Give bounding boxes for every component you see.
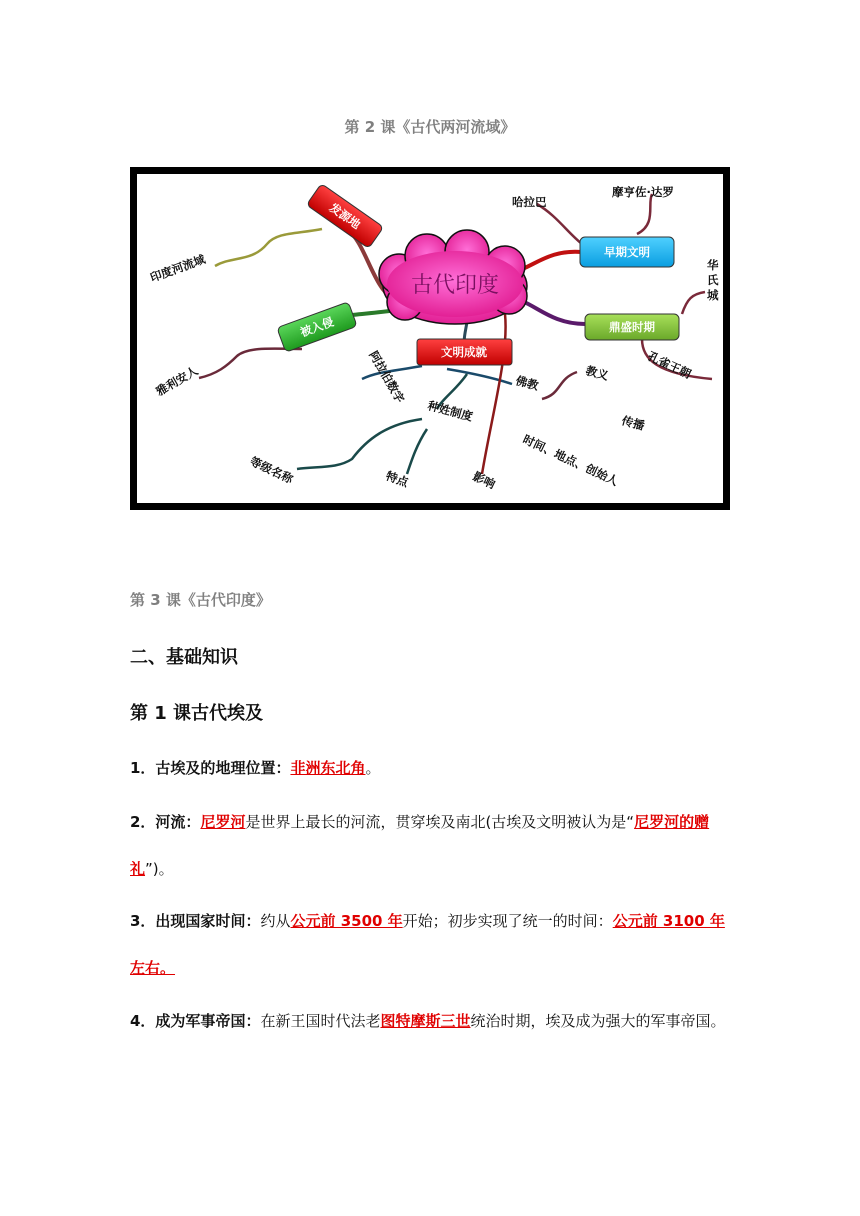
item-4-answer: 图特摩斯三世 <box>380 1012 471 1030</box>
item-1-tail: 。 <box>365 759 381 777</box>
leaf-harappa: 哈拉巴 <box>512 195 547 209</box>
branch-achievement <box>417 339 512 365</box>
leaf-spread: 传播 <box>620 413 647 433</box>
mind-map-canvas <box>137 174 723 503</box>
mind-map-figure <box>130 167 730 510</box>
center-label: 古代印度 <box>410 273 500 298</box>
leaf-arabic: 阿拉伯数字 <box>366 348 408 406</box>
leaf-features: 特点 <box>383 468 411 490</box>
item-3-answer: 公元前 3500 年 <box>290 912 403 930</box>
item-4-label: 4．成为军事帝国： <box>130 1012 261 1030</box>
branch-origin <box>306 184 383 249</box>
leaf-aryans: 雅利安人 <box>153 363 201 399</box>
section-heading: 二、基础知识 <box>130 647 238 668</box>
item-3-label: 3．出现国家时间： <box>130 912 261 930</box>
svg-text:文明成就: 文明成就 <box>441 345 487 359</box>
line-influence <box>482 314 506 474</box>
svg-text:被入侵: 被入侵 <box>298 314 336 340</box>
item-2-label: 2．河流： <box>130 813 201 831</box>
svg-text:发源地: 发源地 <box>326 200 364 232</box>
item-2-tail: ”)。 <box>145 860 174 878</box>
item-2 <box>130 799 730 893</box>
branch-invasion <box>277 302 357 352</box>
line-huashi <box>682 292 705 314</box>
leaf-buddhism: 佛教 <box>514 373 541 393</box>
item-1 <box>130 745 730 792</box>
item-3-pre: 约从 <box>260 912 291 930</box>
leaf-huashi <box>707 258 723 302</box>
branch-peak <box>585 314 679 340</box>
figure-caption-lesson2: 第 2 课《古代两河流域》 <box>344 118 516 136</box>
svg-text:早期文明: 早期文明 <box>604 245 650 259</box>
item-3 <box>130 898 730 992</box>
item-2-mid: 是世界上最长的河流，贯穿埃及南北(古埃及文明被认为是“ <box>245 813 635 831</box>
leaf-huashi-char-2: 氏 <box>707 273 719 287</box>
line-ranks <box>297 419 422 469</box>
item-4 <box>130 998 730 1045</box>
leaf-huashi-char-1: 华 <box>707 258 719 272</box>
item-3-mid: 开始；初步实现了统一的时间： <box>402 912 613 930</box>
svg-text:鼎盛时期: 鼎盛时期 <box>609 320 655 334</box>
line-harappa <box>537 204 582 244</box>
center-cloud <box>379 230 527 324</box>
leaf-huashi-char-3: 城 <box>707 288 719 302</box>
line-mohenjo <box>637 194 652 234</box>
leaf-indus: 印度河流域 <box>148 251 208 285</box>
figure-caption-lesson3: 第 3 课《古代印度》 <box>130 591 271 609</box>
leaf-mohenjo: 摩亨佐·达罗 <box>612 185 674 199</box>
leaf-doctrine: 教义 <box>584 363 611 383</box>
item-4-tail: 统治时期，埃及成为强大的军事帝国。 <box>470 1012 726 1030</box>
item-1-label: 1．古埃及的地理位置： <box>130 759 291 777</box>
leaf-influence: 影响 <box>470 469 498 492</box>
item-2-answer: 尼罗河 <box>200 813 246 831</box>
lesson-heading: 第 1 课古代埃及 <box>130 703 264 724</box>
leaf-ranks: 等级名称 <box>247 454 296 487</box>
line-doctrine <box>542 372 577 399</box>
leaf-maurya: 孔雀王朝 <box>645 349 694 382</box>
leaf-time-place: 时间、地点、创始人 <box>520 432 621 489</box>
mind-map-svg <box>137 174 723 503</box>
branch-early <box>580 237 674 267</box>
item-4-pre: 在新王国时代法老 <box>260 1012 381 1030</box>
item-1-answer: 非洲东北角 <box>290 759 366 777</box>
item-2-answer2: 尼罗河的赠礼 <box>130 813 710 878</box>
leaf-caste: 种姓制度 <box>426 398 475 424</box>
line-aryans <box>199 349 302 378</box>
item-3-answer2: 公元前 3100 年左右。 <box>130 912 725 977</box>
line-features <box>407 429 427 474</box>
line-indus <box>215 229 322 266</box>
